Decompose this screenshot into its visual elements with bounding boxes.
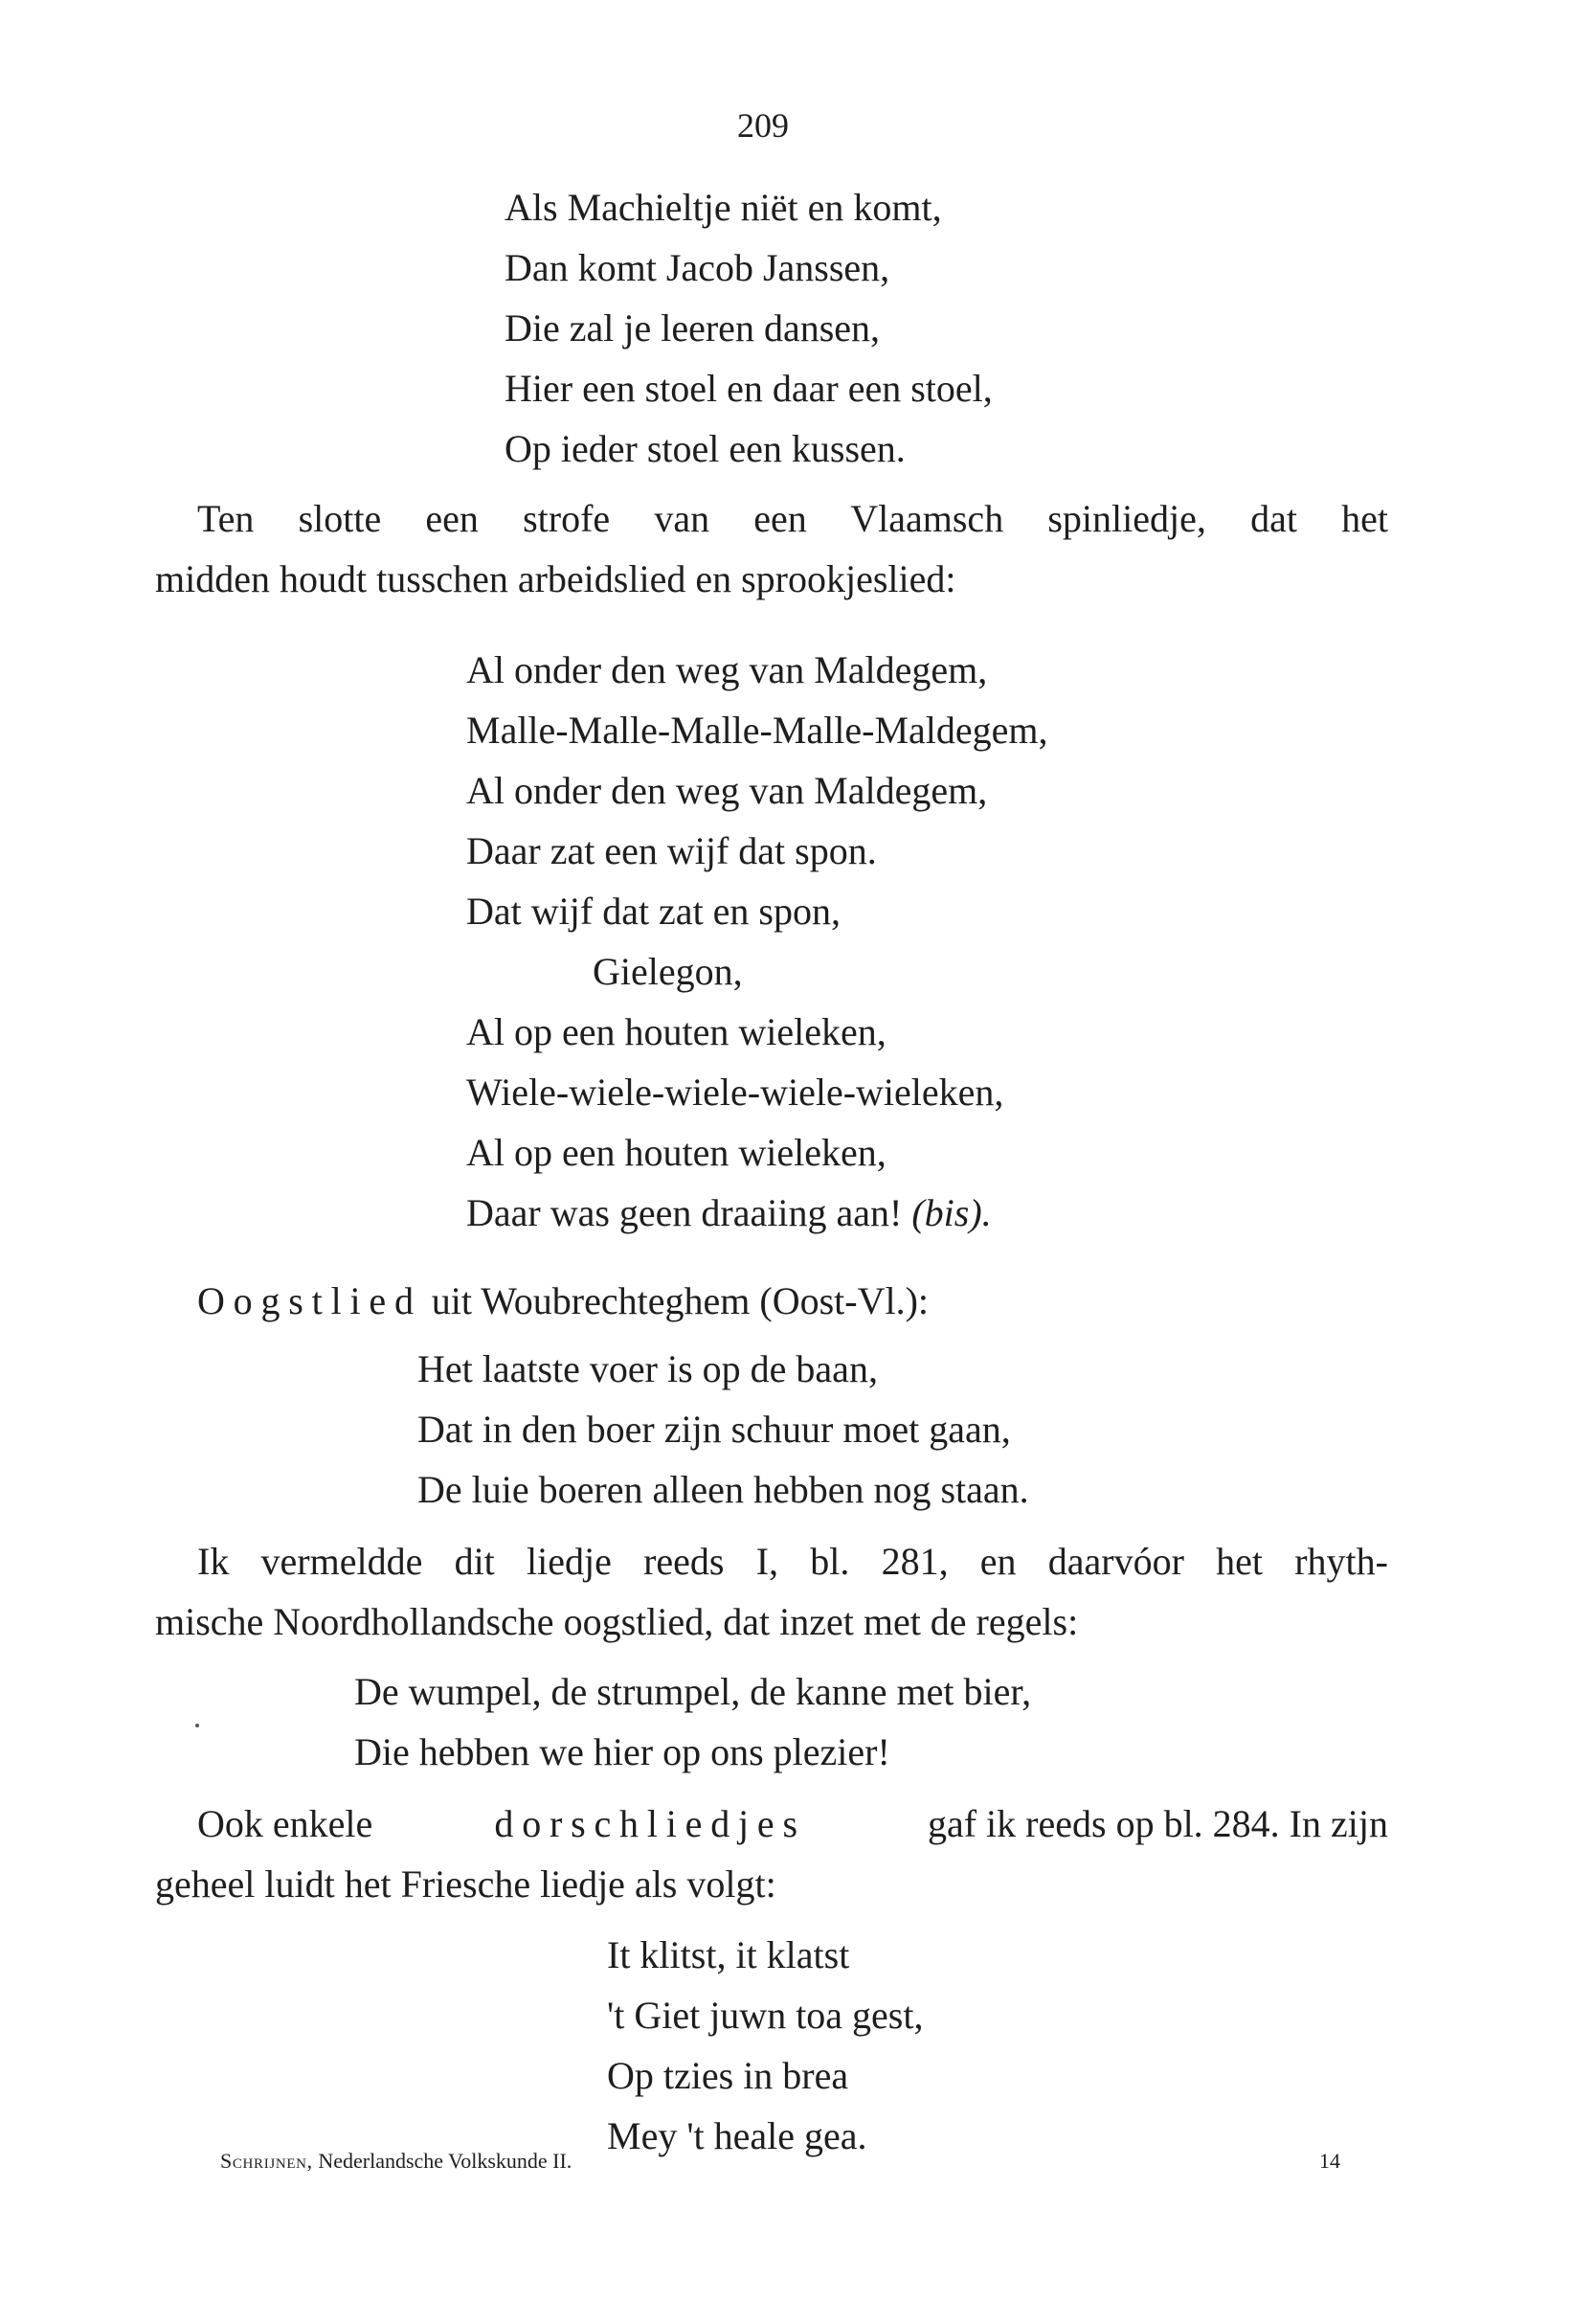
poem-line: 't Giet juwn toa gest, <box>607 1994 924 2037</box>
poem-text: Daar was geen draaiing aan! <box>466 1191 903 1234</box>
paragraph-line <box>197 1279 930 1322</box>
poem-line: Die hebben we hier op ons plezier! <box>354 1730 890 1773</box>
bis-note: (bis). <box>911 1191 992 1234</box>
poem-line: Daar zat een wijf dat spon. <box>466 829 877 872</box>
poem-line: Gielegon, <box>593 950 743 993</box>
poem-line: Het laatste voer is op de baan, <box>417 1347 878 1390</box>
poem-line: Als Machieltje niët en komt, <box>505 186 942 229</box>
poem-line: Wiele-wiele-wiele-wiele-wieleken, <box>466 1071 1004 1114</box>
poem-line: Op ieder stoel een kussen. <box>505 427 906 470</box>
signature-mark: 14 <box>1319 2149 1340 2173</box>
paragraph-line <box>197 1802 1388 1845</box>
poem-line: Al onder den weg van Maldegem, <box>466 769 988 812</box>
paragraph-text: gaf ik reeds op bl. 284. In zijn <box>927 1802 1388 1845</box>
poem-line: De wumpel, de strumpel, de kanne met bier, <box>354 1670 1032 1713</box>
poem-line: Dan komt Jacob Janssen, <box>505 246 890 289</box>
poem-line: Al onder den weg van Maldegem, <box>466 648 988 691</box>
poem-line <box>466 1191 992 1234</box>
poem-line: Al op een houten wieleken, <box>466 1131 886 1174</box>
footer-citation <box>220 2151 572 2172</box>
poem-line: Hier een stoel en daar een stoel, <box>505 367 993 410</box>
paragraph-text: uit Woubrechteghem (Oost-Vl.): <box>421 1279 930 1322</box>
paragraph-line: geheel luidt het Friesche liedje als volgt: <box>155 1862 776 1906</box>
spaced-term: Oogstlied <box>197 1279 422 1322</box>
poem-line: Mey 't heale gea. <box>607 2114 867 2157</box>
page-number: 209 <box>737 106 789 145</box>
footer-title: Nederlandsche Volkskunde II. <box>318 2149 572 2173</box>
poem-line: Die zal je leeren dansen, <box>505 306 881 350</box>
paragraph-line: mische Noordhollandsche oogstlied, dat inzet met de regels: <box>155 1600 1079 1643</box>
spaced-term: dorschliedjes <box>494 1802 806 1845</box>
paragraph-line: midden houdt tusschen arbeidslied en sprookjeslied: <box>155 557 956 600</box>
poem-line: It klitst, it klatst <box>607 1933 850 1976</box>
paragraph-text: Ook enkele <box>197 1802 373 1845</box>
paragraph-line: Ik vermeldde dit liedje reeds I, bl. 281, en daarvóor het rhyth- <box>197 1540 1388 1583</box>
footer-author: Schrijnen, <box>220 2149 313 2173</box>
print-speck <box>195 1724 199 1727</box>
poem-line: Op tzies in brea <box>607 2054 849 2097</box>
paragraph-line: Ten slotte een strofe van een Vlaamsch spinliedje, dat het <box>197 497 1388 540</box>
poem-line: Dat wijf dat zat en spon, <box>466 890 841 933</box>
poem-line: Dat in den boer zijn schuur moet gaan, <box>417 1408 1011 1451</box>
poem-line: Al op een houten wieleken, <box>466 1010 886 1053</box>
poem-line: Malle-Malle-Malle-Malle-Maldegem, <box>466 709 1048 752</box>
poem-line: De luie boeren alleen hebben nog staan. <box>417 1468 1029 1511</box>
